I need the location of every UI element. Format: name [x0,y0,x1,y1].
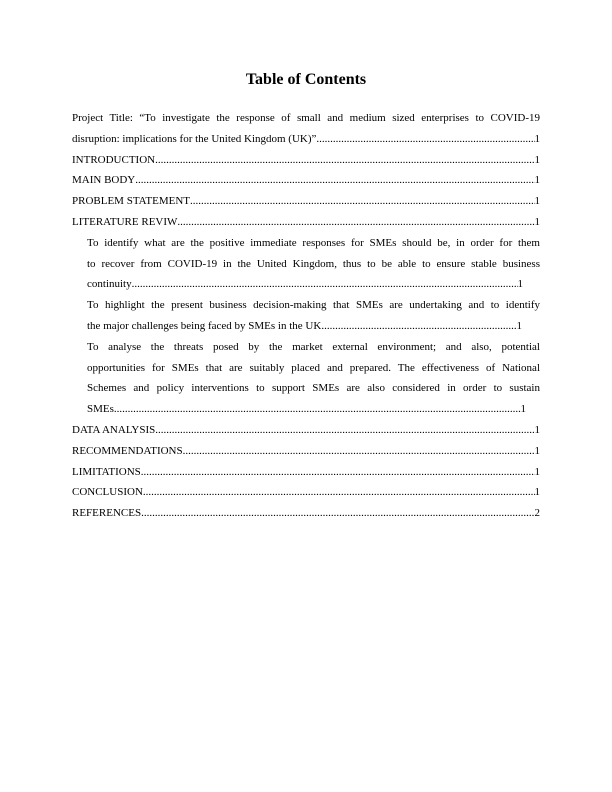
toc-page-number: 2 [534,507,540,520]
toc-page-number: 1 [534,215,540,228]
toc-entry-data-analysis[interactable] [72,420,540,441]
toc-entry-label: PROBLEM STATEMENT [72,195,190,208]
toc-entry-text-line: opportunities for SMEs that are suitably placed and prepared. The effectiveness of National [87,361,540,374]
toc-page-number: 1 [534,444,540,457]
toc-subentry-objective-3[interactable] [87,337,540,420]
toc-entry-references[interactable] [72,503,540,524]
toc-entry-recommendations[interactable] [72,441,540,462]
toc-page-number: 1 [520,403,526,416]
toc-leader-dots [321,316,516,337]
toc-leader-dots [141,462,535,483]
toc-entry-label: MAIN BODY [72,174,136,187]
toc-page-number: 1 [534,423,540,436]
toc-leader-dots [183,441,535,462]
toc-leader-dots [155,150,534,171]
toc-entry-text-line: SMEs [87,403,114,416]
toc-leader-dots [143,482,535,503]
toc-entry-main-body[interactable] [72,170,540,191]
toc-entry-label: LIMITATIONS [72,465,141,478]
toc-page-number: 1 [534,465,540,478]
toc-entry-text-line: continuity [87,278,132,291]
toc-page-number: 1 [517,278,523,291]
toc-entry-text-line: to recover from COVID-19 in the United Kingdom, thus to be able to ensure stable business [87,257,540,270]
toc-entry-label: CONCLUSION [72,486,143,499]
toc-leader-dots [177,212,534,233]
toc-subentry-objective-2[interactable] [87,295,540,337]
toc-leader-dots [316,129,534,150]
toc-entry-text-line: To analyse the threats posed by the market external environment; and also, potential [87,340,540,353]
toc-entry-text-line: Project Title: “To investigate the response of small and medium sized enterprises to COVID-19 [72,112,540,124]
toc-entry-text-line: disruption: implications for the United Kingdom (UK)” [72,132,317,145]
toc-page-number: 1 [534,195,540,208]
toc-entry-label: LITERATURE REVIW [72,215,178,228]
toc-entry-conclusion[interactable] [72,482,540,503]
toc-leader-dots [141,503,534,524]
toc-entry-label: DATA ANALYSIS [72,423,156,436]
toc-page-number: 1 [534,132,540,145]
toc-subentry-objective-1[interactable] [87,233,540,295]
toc-page-number: 1 [534,174,540,187]
toc-entry-text-line: the major challenges being faced by SMEs in the UK [87,319,322,332]
toc-entry-project-title[interactable] [72,108,540,150]
toc-entry-limitations[interactable] [72,462,540,483]
toc-entry-text-line: Schemes and policy interventions to support SMEs are also considered in order to sustain [87,382,540,395]
toc-leader-dots [132,274,518,295]
toc-entry-literature-review[interactable] [72,212,540,233]
toc-entry-label: RECOMMENDATIONS [72,444,183,457]
toc-leader-dots [114,399,521,420]
toc-entry-text-line: To identify what are the positive immediate responses for SMEs should be, in order for them [87,236,540,249]
toc-title: Table of Contents [245,71,367,88]
toc-leader-dots [135,170,534,191]
toc-entry-introduction[interactable] [72,150,540,171]
toc-page-number: 1 [534,153,540,166]
toc-leader-dots [155,420,534,441]
toc-entry-text-line: To highlight the present business decision-making that SMEs are undertaking and to identify [87,299,540,312]
toc-page-number: 1 [516,319,522,332]
toc-page-number: 1 [534,486,540,499]
toc-leader-dots [190,191,535,212]
toc-list [72,108,540,524]
toc-entry-label: INTRODUCTION [72,153,156,166]
toc-entry-label: REFERENCES [72,507,142,520]
toc-entry-problem-statement[interactable] [72,191,540,212]
